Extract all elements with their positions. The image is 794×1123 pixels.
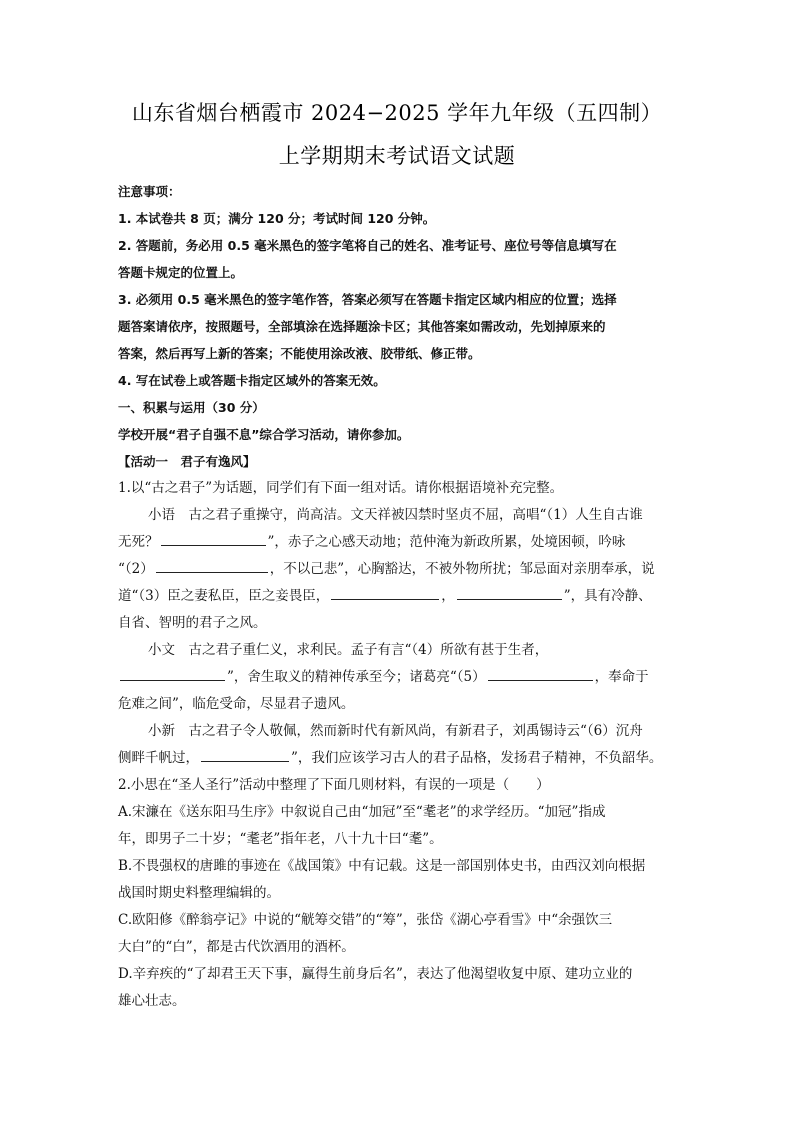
- notice-item-1: 1. 本试卷共 8 页；满分 120 分；考试时间 120 分钟。: [118, 211, 436, 226]
- exam-body: [118, 178, 678, 1015]
- q1-para1-line3: [118, 556, 678, 583]
- answer-blank-1[interactable]: [161, 531, 266, 546]
- q1-para2-line3: 危难之间”，临危受命，尽显君子遗风。: [118, 696, 355, 712]
- q1-para1-line4: [118, 583, 678, 610]
- q1-text: ，: [441, 588, 455, 604]
- q1-text: 道“（3）臣之妻私臣，臣之妾畏臣，: [118, 588, 330, 604]
- q2-option-c-line2: 大白”的“白”，都是古代饮酒用的酒杯。: [118, 939, 355, 955]
- q1-text: ，奉命于: [594, 669, 649, 685]
- q1-para1-line5: 自省、智明的君子之风。: [118, 615, 267, 631]
- q1-text: ，不以己悲”，心胸豁达，不被外物所扰；邹忌面对亲朋奉承，说: [269, 561, 655, 577]
- q1-text: ”，我们应该学习古人的君子品格，发扬君子精神，不负韶华。: [291, 750, 663, 766]
- q1-para2-line2: [118, 664, 678, 691]
- notice-item-3c: 答案，然后再写上新的答案；不能使用涂改液、胶带纸、修正带。: [118, 346, 481, 361]
- q2-option-c-line1: C.欧阳修《醉翁亭记》中说的“觥筹交错”的“筹”，张岱《湖心亭看雪》中“余强饮三: [118, 912, 613, 928]
- notice-item-3a: 3. 必须用 0.5 毫米黑色的签字笔作答，答案必须写在答题卡指定区域内相应的位置；选择: [118, 292, 617, 307]
- q1-para1-line2: [118, 529, 678, 556]
- q1-text: 侧畔千帆过，: [118, 750, 199, 766]
- answer-blank-4[interactable]: [120, 666, 225, 681]
- section1-intro: 学校开展“君子自强不息”综合学习活动，请你参加。: [118, 427, 410, 442]
- answer-blank-3a[interactable]: [331, 585, 439, 600]
- q1-text: ”，舍生取义的精神传承至今；诸葛亮“（5）: [227, 669, 486, 685]
- q2-option-b-line2: 战国时期史料整理编辑的。: [118, 885, 280, 901]
- answer-blank-2[interactable]: [156, 558, 268, 573]
- q1-para1-line1: 小语 古之君子重操守，尚高洁。文天祥被囚禁时坚贞不屈，高唱“（1）人生自古谁: [148, 507, 643, 523]
- exam-title-line1: 山东省烟台栖霞市 2024−2025 学年九年级（五四制）: [131, 101, 663, 125]
- notice-item-3b: 题答案请依序，按照题号，全部填涂在选择题涂卡区；其他答案如需改动，先划掉原来的: [118, 319, 606, 334]
- q1-stem: 1.以“古之君子”为话题，同学们有下面一组对话。请你根据语境补充完整。: [118, 480, 564, 496]
- exam-title-line2: 上学期期末考试语文试题: [278, 144, 516, 168]
- section1-heading: 一、积累与运用（30 分）: [118, 400, 265, 415]
- q1-para2-line1: 小文 古之君子重仁义，求利民。孟子有言“（4）所欲有甚于生者，: [148, 642, 549, 658]
- q1-para3-line1: 小新 古之君子令人敬佩，然而新时代有新风尚，有新君子，刘禹锡诗云“（6）沉舟: [148, 723, 643, 739]
- activity1-heading: 【活动一 君子有逸风】: [118, 454, 256, 469]
- q1-text: ”，具有冷静、: [563, 588, 652, 604]
- notice-item-4: 4. 写在试卷上或答题卡指定区域外的答案无效。: [118, 373, 386, 388]
- q2-option-b-line1: B.不畏强权的唐雎的事迹在《战国策》中有记载。这是一部国别体史书，由西汉刘向根据: [118, 858, 646, 874]
- answer-blank-5[interactable]: [488, 666, 593, 681]
- q1-para3-line2: [118, 745, 678, 772]
- answer-blank-6[interactable]: [201, 747, 289, 762]
- q2-option-d-line1: D.辛弃疾的“了却君王天下事，赢得生前身后名”，表达了他渴望收复中原、建功立业的: [118, 966, 633, 982]
- q1-text: ”，赤子之心感天动地；范仲淹为新政所累，处境困顿，吟咏: [267, 534, 626, 550]
- q2-option-d-line2: 雄心壮志。: [118, 993, 186, 1009]
- notice-item-2a: 2. 答题前，务必用 0.5 毫米黑色的签字笔将自己的姓名、准考证号、座位号等信息填写在: [118, 238, 617, 253]
- notice-item-2b: 答题卡规定的位置上。: [118, 265, 244, 280]
- q2-option-a-line2: 年，即男子二十岁；“耄老”指年老，八十九十曰“耄”。: [118, 831, 443, 847]
- q1-text: 无死？: [118, 534, 159, 550]
- q1-text: “（2）: [118, 561, 154, 577]
- answer-blank-3b[interactable]: [457, 585, 562, 600]
- notice-heading: 注意事项：: [118, 184, 181, 199]
- q2-stem: 2.小思在“圣人圣行”活动中整理了下面几则材料，有误的一项是（ ）: [118, 777, 550, 793]
- q2-option-a-line1: A.宋濂在《送东阳马生序》中叙说自己由“加冠”至“耄老”的求学经历。“加冠”指成: [118, 804, 606, 820]
